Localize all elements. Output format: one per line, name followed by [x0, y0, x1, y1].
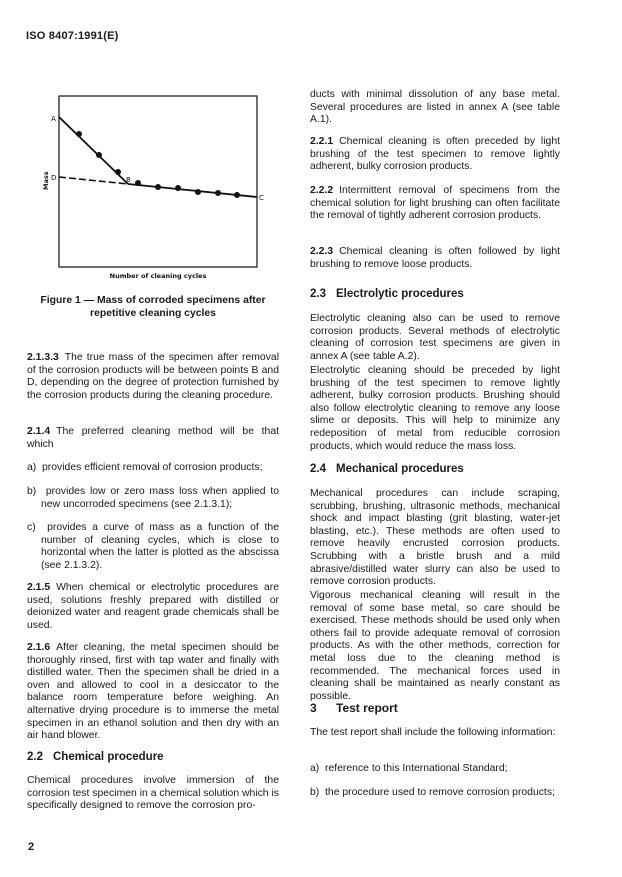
- svg-text:B: B: [126, 176, 131, 184]
- paragraph-3: The test report shall include the following information:: [310, 727, 556, 738]
- clause-2-2-3: 2.2.3 Chemical cleaning is often followed by light brushing to remove loose products.: [310, 246, 560, 270]
- svg-text:A: A: [51, 115, 56, 123]
- paragraph-2-3-a: Electrolytic cleaning also can be used to remove corrosion products. Several methods of electrolytic cleaning of corrosion test specimens are given in annex A (see table A.2).: [310, 313, 560, 362]
- clause-2-1-3-3: 2.1.3.3 The true mass of the specimen after removal of the corrosion products will be between points B and D, depending on the degree of protection furnished by the corrosion products during the cleaning procedure.: [27, 352, 279, 401]
- section-heading-2-4: 2.4 Mechanical procedures: [310, 463, 464, 475]
- clause-2-1-6: 2.1.6 After cleaning, the metal specimen should be thoroughly rinsed, first with tap water and finally with distilled water. Then the specimen shall be dried in a oven and allowed to cool in a desiccator to the balance room temperature before weighing. An alternative drying procedure is to immerse the metal specimen in an ethanol solution and then dry with an air hand blower.: [27, 642, 279, 742]
- figure-1-chart: [30, 90, 280, 290]
- paragraph-2-2: Chemical procedures involve immersion of the corrosion test specimen in a chemical solution which is specifically designed to remove the corrosion pro-: [27, 775, 279, 812]
- section-heading-2-2: 2.2 Chemical procedure: [27, 751, 164, 763]
- page-number: 2: [28, 841, 35, 853]
- paragraph-2-4-a: Mechanical procedures can include scraping, scrubbing, brushing, ultrasonic methods, mechanical shock and impact blasting (grit blasting, water-jet blasting, etc.). These methods are often used to remove heavily encrusted corrosion products. Scrubbing with a bristle brush and a mild abrasive/distilled water slurry can also be used to remove corrosion products.: [310, 488, 560, 588]
- list-item-a: a) provides efficient removal of corrosion products;: [27, 462, 263, 473]
- list-item-b: b) provides low or zero mass loss when applied to new uncorroded specimens (see 2.1.3.1);: [27, 486, 279, 510]
- clause-2-2-1: 2.2.1 Chemical cleaning is often preceded by light brushing of the test specimen to remove lightly adherent, bulky corrosion products.: [310, 136, 560, 173]
- paragraph-2-2-continued: ducts with minimal dissolution of any base metal. Several procedures are listed in annex A (see table A.1).: [310, 89, 560, 126]
- clause-2-2-2: 2.2.2 Intermittent removal of specimens from the chemical solution for light brushing can often facilitate the removal of tightly adherent corrosion products.: [310, 185, 560, 222]
- report-list-item-b: b) the procedure used to remove corrosion products;: [310, 787, 555, 798]
- paragraph-2-3-b: Electrolytic cleaning should be preceded by light brushing of the test specimen to remove lightly adherent, bulky corrosion products. Brushing should also follow electrolytic cleaning to remove any loose slime or deposits. This will help to minimize any redeposition of metal from reducible corrosion products, which would reduce the mass loss.: [310, 365, 560, 452]
- section-heading-2-3: 2.3 Electrolytic procedures: [310, 288, 464, 300]
- paragraph-2-4-b: Vigorous mechanical cleaning will result in the removal of some base metal, so care should be exercised. These methods should be used only when others fail to provide adequate removal of corrosion products. As with the other methods, correction for metal loss due to the cleaning method is recommended. The mechanical forces used in cleaning shall be maintained as nearly constant as possible.: [310, 590, 560, 702]
- list-item-c: c) provides a curve of mass as a function of the number of cleaning cycles, which is close to horizontal when the latter is plotted as the abscissa (see 2.1.3.2).: [27, 522, 279, 571]
- svg-text:Number of cleaning cycles: Number of cleaning cycles: [109, 272, 207, 280]
- plot-frame: [59, 96, 257, 267]
- figure-1-caption: Figure 1 — Mass of corroded specimens after repetitive cleaning cycles: [40, 295, 266, 319]
- clause-2-1-4: 2.1.4 The preferred cleaning method will be that which: [27, 426, 279, 450]
- report-list-item-a: a) reference to this International Standard;: [310, 763, 508, 774]
- svg-text:C: C: [259, 194, 264, 202]
- svg-text:Mass: Mass: [42, 171, 50, 190]
- document-id-header: ISO 8407:1991(E): [26, 30, 119, 42]
- svg-text:D: D: [51, 174, 57, 182]
- section-heading-3: 3 Test report: [310, 701, 398, 715]
- clause-2-1-5: 2.1.5 When chemical or electrolytic procedures are used, solutions freshly prepared with distilled or deionized water and reagent grade chemicals shall be used.: [27, 582, 279, 631]
- data-points: [76, 131, 240, 198]
